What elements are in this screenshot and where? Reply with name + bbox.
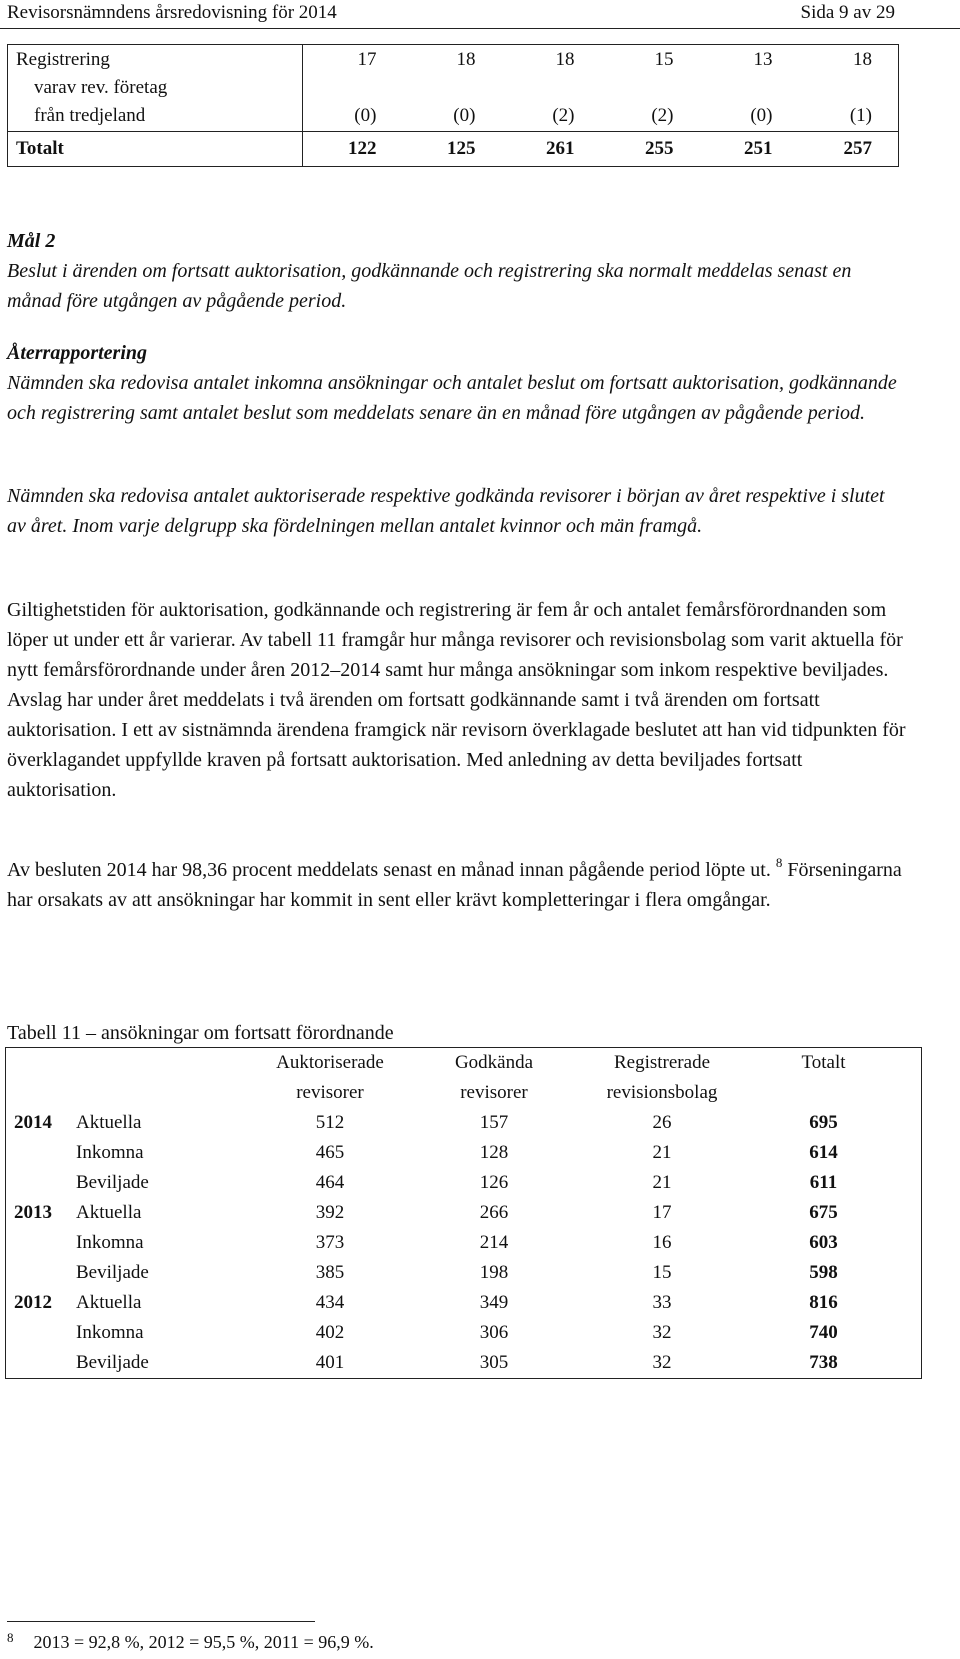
row-label: Beviljade bbox=[76, 1352, 149, 1373]
goal-text: Beslut i ärenden om fortsatt auktorisation, godkännande och registrering ska normalt meddelas senast en månad före utgången av pågående period. bbox=[7, 260, 852, 312]
table-cell: 17 bbox=[357, 49, 377, 70]
page-header bbox=[7, 2, 957, 26]
table-cell: (0) bbox=[453, 105, 476, 126]
table-cell: 251 bbox=[699, 132, 798, 167]
table-cell: 15 bbox=[654, 49, 674, 70]
table-cell: 18 bbox=[555, 49, 575, 70]
footnote-reference[interactable]: 8 bbox=[775, 855, 783, 870]
row-label: Registrering bbox=[8, 45, 303, 76]
table-row: Inkomna 402 306 32 740 bbox=[6, 1318, 922, 1348]
reporting-heading: Återrapportering bbox=[7, 342, 148, 364]
table-cell: 261 bbox=[501, 132, 600, 167]
year-label: 2013 bbox=[14, 1202, 52, 1223]
row-label: Inkomna bbox=[76, 1142, 144, 1163]
table-header-row bbox=[6, 1078, 922, 1108]
column-header: Auktoriserade bbox=[276, 1052, 384, 1073]
renewal-applications-table bbox=[5, 1047, 922, 1379]
table-row: Inkomna 465 128 21 614 bbox=[6, 1138, 922, 1168]
table-cell: (0) bbox=[354, 105, 377, 126]
footnote-mark: 8 bbox=[7, 1630, 14, 1645]
row-label: Beviljade bbox=[76, 1172, 149, 1193]
reporting-paragraph-2: Nämnden ska redovisa antalet auktoriserade respektive godkända revisorer i början av året respektive i slutet av året. Inom varje delgrupp ska fördelningen mellan antalet kvinnor och män framgå. bbox=[7, 485, 885, 537]
document-title: Revisorsnämndens årsredovisning för 2014 bbox=[7, 2, 337, 23]
table-caption: Tabell 11 – ansökningar om fortsatt förordnande bbox=[7, 1022, 394, 1044]
registration-summary-table bbox=[7, 44, 899, 167]
column-header: Totalt bbox=[801, 1052, 846, 1073]
goal-section bbox=[7, 226, 907, 316]
table-cell: 18 bbox=[456, 49, 476, 70]
table-cell: (2) bbox=[552, 105, 575, 126]
row-label: från tredjeland bbox=[8, 101, 303, 132]
table-cell: 122 bbox=[303, 132, 403, 167]
footnote-divider bbox=[7, 1621, 315, 1622]
table-cell: 255 bbox=[600, 132, 699, 167]
row-label: Inkomna bbox=[76, 1322, 144, 1343]
footnote bbox=[7, 1630, 374, 1653]
column-header: revisionsbolag bbox=[606, 1082, 718, 1103]
table-row: 2014 Aktuella 512 157 26 695 bbox=[6, 1108, 922, 1138]
column-header: Godkända bbox=[454, 1052, 534, 1073]
table-cell: 125 bbox=[402, 132, 501, 167]
table-row: 2012 Aktuella 434 349 33 816 bbox=[6, 1288, 922, 1318]
row-label: Aktuella bbox=[76, 1112, 142, 1133]
column-header: Registrerade bbox=[613, 1052, 710, 1073]
year-label: 2012 bbox=[14, 1292, 52, 1313]
table-row: 2013 Aktuella 392 266 17 675 bbox=[6, 1198, 922, 1228]
column-header bbox=[750, 1078, 922, 1108]
row-label: Beviljade bbox=[76, 1262, 149, 1283]
footnote-text: 2013 = 92,8 %, 2012 = 95,5 %, 2011 = 96,9 %. bbox=[33, 1632, 374, 1652]
year-label: 2014 bbox=[14, 1112, 52, 1133]
row-label: Inkomna bbox=[76, 1232, 144, 1253]
reporting-section bbox=[7, 338, 907, 428]
table-cell: (2) bbox=[651, 105, 674, 126]
page-number: Sida 9 av 29 bbox=[800, 2, 895, 23]
table-row: Beviljade 464 126 21 611 bbox=[6, 1168, 922, 1198]
row-label: Aktuella bbox=[76, 1202, 142, 1223]
table-cell: (0) bbox=[750, 105, 773, 126]
table-header-row bbox=[6, 1048, 922, 1079]
body-paragraph: Giltighetstiden för auktorisation, godkännande och registrering är fem år och antalet femårsförordnanden som löper ut under ett år varierar. Av tabell 11 framgår hur många revisorer och revisionsbolag som varit aktuella för nytt femårsförordnande under åren 2012–2014 samt hur många ansökningar som inkom respektive beviljades. Avslag har under året meddelats i två ärenden om fortsatt godkännande samt i två ärenden om fortsatt auktorisation. I ett av sistnämnda ärendena framgick när revisorn överklagade beslutet att han vid tidpunkten för överklagandet uppfyllde kraven på fortsatt auktorisation. Med anledning av detta beviljades fortsatt auktorisation. bbox=[7, 599, 906, 801]
table-row bbox=[8, 45, 899, 76]
column-header: revisorer bbox=[460, 1082, 528, 1103]
table-cell: (1) bbox=[849, 105, 872, 126]
row-label: Totalt bbox=[8, 132, 303, 167]
table-total-row bbox=[8, 132, 899, 167]
table-cell: 18 bbox=[853, 49, 872, 70]
table-row: Beviljade 385 198 15 598 bbox=[6, 1258, 922, 1288]
column-header: revisorer bbox=[296, 1082, 364, 1103]
header-divider bbox=[0, 28, 960, 29]
table-row bbox=[8, 75, 899, 101]
table-cell: 257 bbox=[799, 132, 899, 167]
table-cell: 13 bbox=[753, 49, 773, 70]
goal-heading: Mål 2 bbox=[7, 230, 56, 252]
reporting-paragraph: Nämnden ska redovisa antalet inkomna ansökningar och antalet beslut om fortsatt auktorisation, godkännande och registrering samt antalet beslut som meddelats senare än en månad före utgången av pågående period. bbox=[7, 372, 897, 424]
row-label: varav rev. företag bbox=[8, 75, 303, 101]
table-row: Beviljade 401 305 32 738 bbox=[6, 1348, 922, 1379]
table-row bbox=[8, 101, 899, 132]
table-row: Inkomna 373 214 16 603 bbox=[6, 1228, 922, 1258]
body-paragraph-2: Av besluten 2014 har 98,36 procent meddelats senast en månad innan pågående period löpte ut. $^8$ Förseningarna har orsakats av att ansökningar har kommit in sent eller krävt kompletteringar i flera omgångar. bbox=[7, 855, 902, 911]
row-label: Aktuella bbox=[76, 1292, 142, 1313]
